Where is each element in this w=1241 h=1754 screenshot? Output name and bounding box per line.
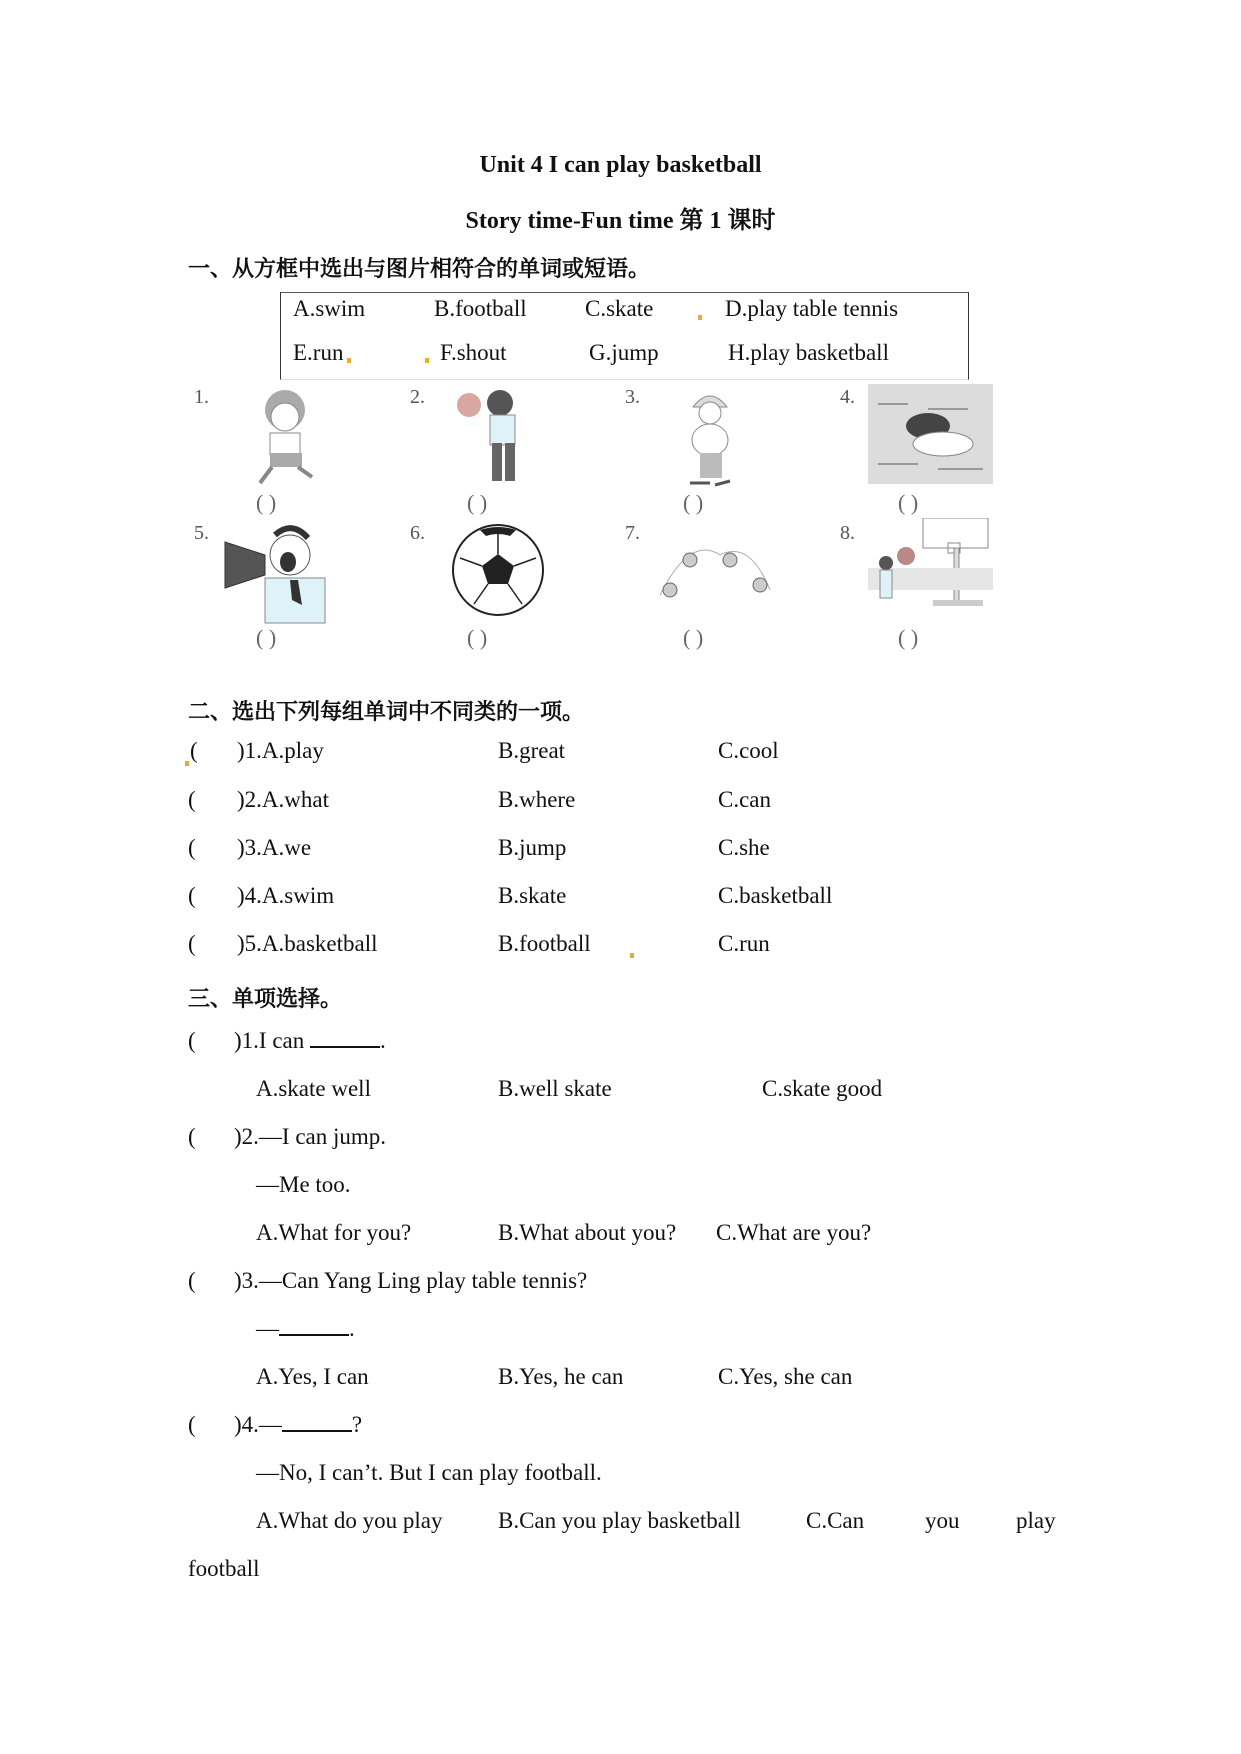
question-line2	[256, 1316, 355, 1342]
answer-blank[interactable]: ( )	[467, 625, 488, 650]
option-b: B.Can you play basketball	[498, 1508, 741, 1533]
question-text: )4.A.swim	[237, 883, 335, 908]
question-q4	[234, 1412, 362, 1438]
option-c: C.skate good	[762, 1076, 883, 1101]
jumping-frogs-icon	[650, 535, 780, 610]
box-option: A.swim	[293, 296, 366, 321]
answer-paren[interactable]: (	[188, 1412, 196, 1437]
picture-number: 8.	[840, 522, 855, 544]
option-b: B.well skate	[498, 1076, 612, 1101]
answer-blank[interactable]: ( )	[898, 490, 919, 515]
question-stem: )1.I can	[234, 1028, 310, 1053]
picture-number: 5.	[194, 522, 209, 544]
answer-blank[interactable]: ( )	[898, 625, 919, 650]
answer-blank[interactable]: ( )	[256, 490, 277, 515]
answer-blank[interactable]: ( )	[256, 625, 277, 650]
option-a: A.What do you play	[256, 1508, 443, 1533]
question-text: )1.A.play	[237, 738, 324, 763]
answer-paren[interactable]: (	[188, 931, 196, 956]
question-end: .	[380, 1028, 386, 1053]
option-c-part: football	[188, 1556, 260, 1581]
marker-dot	[425, 358, 429, 363]
question-stem: )3.—Can Yang Ling play table tennis?	[234, 1268, 588, 1293]
picture-number: 6.	[410, 522, 425, 544]
dash: —	[256, 1316, 279, 1341]
option-c-part: C.Can	[806, 1508, 865, 1533]
box-option: H.play basketball	[728, 340, 889, 365]
question-text: )3.A.we	[237, 835, 312, 860]
box-option: B.football	[434, 296, 527, 321]
marker-dot	[347, 358, 351, 363]
question-q1	[234, 1028, 386, 1054]
picture-number: 4.	[840, 386, 855, 408]
answer-paren[interactable]: (	[188, 1124, 196, 1149]
option-b: B.skate	[498, 883, 567, 908]
option-c: C.basketball	[718, 883, 833, 908]
answer-blank[interactable]: ( )	[683, 625, 704, 650]
answer-paren[interactable]: (	[188, 1028, 196, 1053]
swimming-boy-icon	[868, 384, 993, 484]
question-stem: )4.—	[234, 1412, 282, 1437]
option-c: C.Yes, she can	[718, 1364, 853, 1389]
fill-blank[interactable]	[310, 1028, 380, 1048]
option-b: B.Yes, he can	[498, 1364, 624, 1389]
option-c: C.run	[718, 931, 770, 956]
football-icon	[450, 522, 546, 618]
section3-heading: 三、单项选择。	[188, 987, 343, 1012]
picture-number: 1.	[194, 386, 209, 408]
question-line2: —No, I can’t. But I can play football.	[256, 1460, 602, 1485]
skating-boy-icon	[675, 385, 745, 490]
page-subtitle: Story time-Fun time 第 1 课时	[465, 208, 776, 234]
option-c: C.she	[718, 835, 770, 860]
option-b: B.football	[498, 931, 591, 956]
picture-number: 7.	[625, 522, 640, 544]
option-b: B.great	[498, 738, 566, 763]
question-end: ?	[351, 1412, 363, 1437]
option-c-part: play	[1016, 1508, 1056, 1533]
marker-dot	[185, 761, 189, 766]
page-title: Unit 4 I can play basketball	[479, 152, 762, 178]
option-a: A.What for you?	[256, 1220, 412, 1245]
basketball-player-icon	[868, 518, 993, 613]
fill-blank[interactable]	[279, 1316, 349, 1336]
answer-blank[interactable]: ( )	[683, 490, 704, 515]
running-boy-icon	[240, 385, 330, 490]
answer-paren[interactable]: (	[190, 738, 198, 763]
question-text: )5.A.basketball	[237, 931, 378, 956]
answer-paren[interactable]: (	[188, 787, 196, 812]
answer-blank[interactable]: ( )	[467, 490, 488, 515]
option-b: B.jump	[498, 835, 567, 860]
answer-paren[interactable]: (	[188, 835, 196, 860]
marker-dot	[630, 953, 634, 958]
marker-dot	[698, 315, 702, 320]
box-option: G.jump	[589, 340, 659, 365]
option-c: C.cool	[718, 738, 779, 763]
picture-number: 3.	[625, 386, 640, 408]
option-b: B.What about you?	[498, 1220, 677, 1245]
shouting-man-megaphone-icon	[220, 520, 345, 625]
question-stem: )2.—I can jump.	[234, 1124, 387, 1149]
fill-blank[interactable]	[282, 1412, 352, 1432]
section1-heading: 一、从方框中选出与图片相符合的单词或短语。	[188, 257, 651, 282]
question-end: .	[349, 1316, 355, 1341]
picture-number: 2.	[410, 386, 425, 408]
option-a: A.Yes, I can	[256, 1364, 369, 1389]
answer-paren[interactable]: (	[188, 1268, 196, 1293]
box-option: F.shout	[440, 340, 507, 365]
box-option: C.skate	[585, 296, 654, 321]
answer-paren[interactable]: (	[188, 883, 196, 908]
box-option: E.run	[293, 340, 344, 365]
option-a: A.skate well	[256, 1076, 371, 1101]
option-c: C.can	[718, 787, 772, 812]
option-b: B.where	[498, 787, 576, 812]
box-option: D.play table tennis	[725, 296, 899, 321]
question-line2: —Me too.	[256, 1172, 351, 1197]
option-c: C.What are you?	[716, 1220, 872, 1245]
question-text: )2.A.what	[237, 787, 329, 812]
section2-heading: 二、选出下列每组单词中不同类的一项。	[188, 700, 585, 725]
option-c-part: you	[925, 1508, 960, 1533]
table-tennis-boy-icon	[455, 385, 535, 490]
